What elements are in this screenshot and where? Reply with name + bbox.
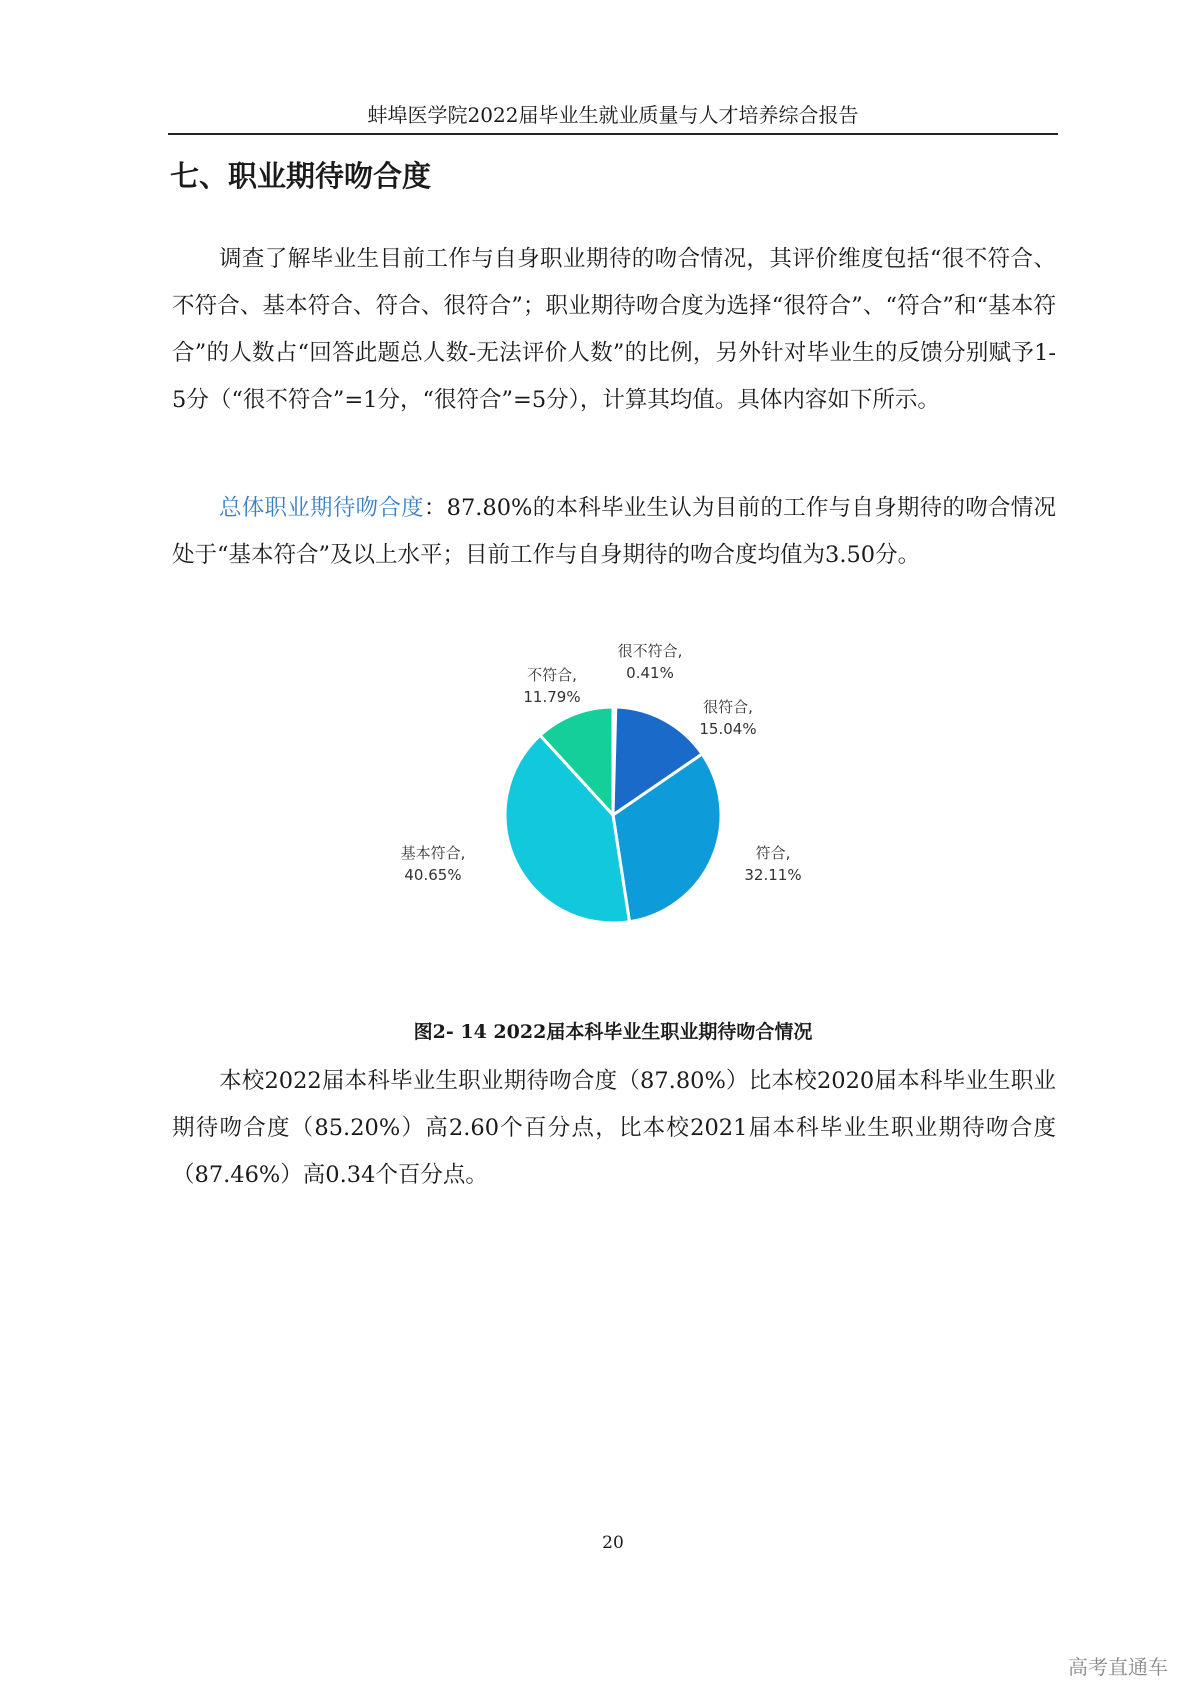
pie-chart	[0, 600, 1190, 960]
overall-paragraph	[172, 485, 1056, 579]
comparison-paragraph: 本校2022届本科毕业生职业期待吻合度（87.80%）比本校2020届本科毕业生职业期待吻合度（85.20%）高2.60个百分点，比本校2021届本科毕业生职业期待吻合度（87.46%）高0.34个百分点。	[172, 1068, 1056, 1188]
overall-label: 总体职业期待吻合度	[219, 495, 424, 521]
pie-label-name-0: 很不符合,	[617, 642, 683, 660]
pie-label-value-3: 40.65%	[404, 866, 462, 884]
pie-label-value-2: 32.11%	[744, 866, 802, 884]
pie-label-name-1: 很符合,	[703, 698, 753, 716]
figure-caption: 图2- 14 2022届本科毕业生职业期待吻合情况	[413, 1021, 813, 1043]
pie-label-name-3: 基本符合,	[400, 844, 466, 862]
pie-label-name-2: 符合,	[755, 844, 791, 862]
overall-text: ：87.80%的本科毕业生认为目前的工作与自身期待的吻合情况处于“基本符合”及以上水平；目前工作与自身期待的吻合度均值为3.50分。	[172, 495, 1056, 568]
intro-paragraph: 调查了解毕业生目前工作与自身职业期待的吻合情况，其评价维度包括“很不符合、不符合、基本符合、符合、很符合”；职业期待吻合度为选择“很符合”、“符合”和“基本符合”的人数占“回答此题总人数-无法评价人数”的比例，另外针对毕业生的反馈分别赋予1-5分（“很不符合”=1分，“很符合”=5分），计算其均值。具体内容如下所示。	[172, 246, 1056, 413]
pie-slices	[505, 707, 721, 923]
header-divider	[168, 133, 1058, 135]
pie-label-value-0: 0.41%	[626, 664, 674, 682]
page-number: 20	[602, 1533, 624, 1553]
report-header: 蚌埠医学院2022届毕业生就业质量与人才培养综合报告	[367, 103, 859, 127]
pie-label-value-4: 11.79%	[523, 688, 581, 706]
pie-label-value-1: 15.04%	[699, 720, 757, 738]
pie-label-name-4: 不符合,	[527, 666, 577, 684]
section-title: 七、职业期待吻合度	[170, 159, 432, 193]
watermark: 高考直通车	[1068, 1655, 1168, 1679]
